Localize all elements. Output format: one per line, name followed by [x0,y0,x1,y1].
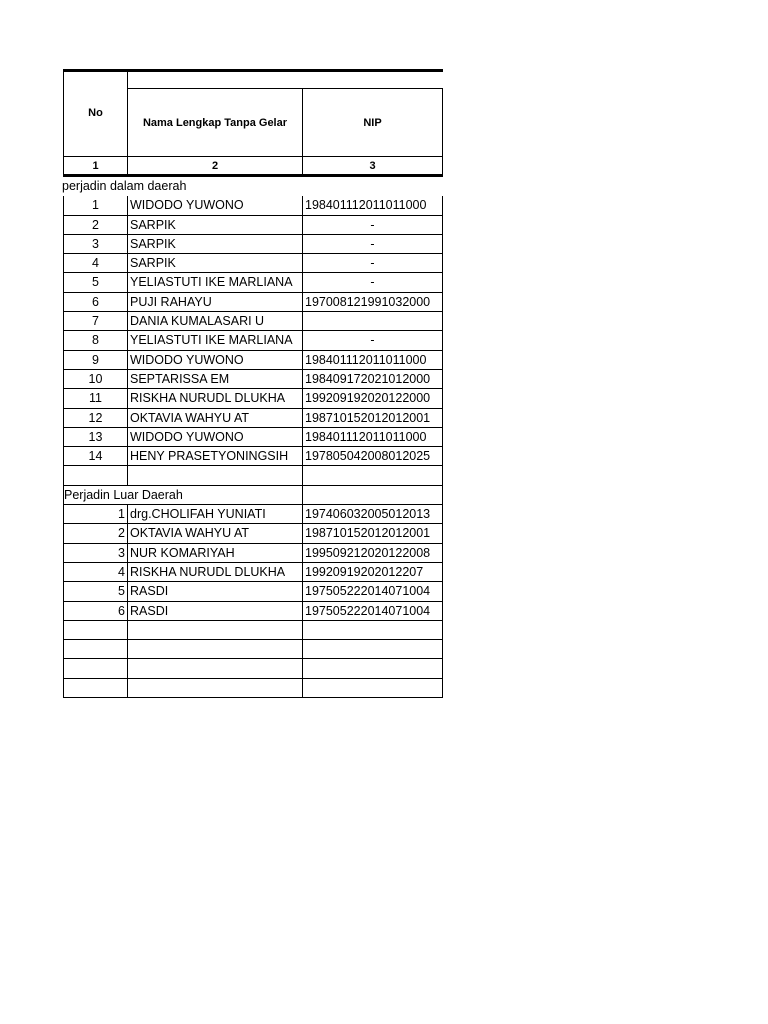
row-nip: - [302,235,443,254]
row-nama: SARPIK [127,254,302,273]
header-num-1: 1 [63,156,127,175]
row-nip: 199209192020122000 [302,389,443,408]
row-nip [302,466,443,485]
table-row-empty [63,640,443,659]
row-nip: 198409172021012000 [302,370,443,389]
row-nama: WIDODO YUWONO [127,351,302,370]
row-no: 13 [63,428,127,447]
row-no: 9 [63,351,127,370]
row-nip: 198710152012012001 [302,409,443,428]
row-nama: RASDI [127,582,302,601]
row-nip: 197505222014071004 [302,582,443,601]
table-row-empty [63,621,443,640]
header-num-3: 3 [302,156,443,175]
row-nama: PUJI RAHAYU [127,293,302,312]
row-no: 4 [63,563,127,582]
row-no: 2 [63,524,127,543]
row-nama: YELIASTUTI IKE MARLIANA [127,273,302,292]
section1-rows [63,196,443,485]
row-no: 4 [63,254,127,273]
section-luar-daerah [63,486,443,505]
table-row [63,254,443,273]
row-nip [302,312,443,331]
header-nama: Nama Lengkap Tanpa Gelar [127,89,302,156]
row-nip: - [302,216,443,235]
row-nip: - [302,273,443,292]
table-row [63,409,443,428]
row-nip: 198401112011011000 [302,196,443,215]
row-nama: SARPIK [127,235,302,254]
header-group-empty [127,69,443,89]
row-nama: RISKHA NURUDL DLUKHA [127,563,302,582]
row-no: 12 [63,409,127,428]
row-nama: SEPTARISSA EM [127,370,302,389]
row-nip: 197805042008012025 [302,447,443,466]
table-row [63,370,443,389]
table-row [63,582,443,601]
table-row [63,196,443,215]
section-title: perjadin dalam daerah [62,179,187,193]
row-nama: NUR KOMARIYAH [127,544,302,563]
table-row [63,447,443,466]
row-nama: RASDI [127,602,302,621]
row-nama: OKTAVIA WAHYU AT [127,524,302,543]
row-no: 3 [63,544,127,563]
table-row-empty [63,679,443,698]
row-no [63,621,127,640]
table-row-empty [63,466,443,485]
row-nama [127,466,302,485]
header-nip: NIP [302,89,443,156]
row-no: 11 [63,389,127,408]
row-nama: RISKHA NURUDL DLUKHA [127,389,302,408]
row-nip [302,621,443,640]
header-num-2: 2 [127,156,302,175]
row-nip: - [302,331,443,350]
table-row [63,602,443,621]
row-nip: 197406032005012013 [302,505,443,524]
row-nip: 198710152012012001 [302,524,443,543]
table-row [63,235,443,254]
table-row [63,273,443,292]
row-nip: 197505222014071004 [302,602,443,621]
row-no: 1 [63,505,127,524]
row-no [63,466,127,485]
row-nama: YELIASTUTI IKE MARLIANA [127,331,302,350]
row-nip [302,640,443,659]
row-nip: 199509212020122008 [302,544,443,563]
table-row [63,544,443,563]
table-row-empty [63,659,443,678]
table-row [63,331,443,350]
spreadsheet-table [63,69,443,698]
row-nip [302,679,443,698]
table-row [63,563,443,582]
table-row [63,524,443,543]
row-no: 1 [63,196,127,215]
row-nama [127,640,302,659]
header-no: No [63,69,127,156]
row-no [63,679,127,698]
row-nama [127,679,302,698]
row-no [63,659,127,678]
row-nama: DANIA KUMALASARI U [127,312,302,331]
row-nip: 198401112011011000 [302,351,443,370]
row-no: 5 [63,582,127,601]
section-nip-cell [302,486,443,505]
row-nama [127,621,302,640]
table-row [63,351,443,370]
section2-rows [63,505,443,698]
table-row [63,428,443,447]
row-no: 8 [63,331,127,350]
row-nip: 19920919202012207 [302,563,443,582]
row-nip: 198401112011011000 [302,428,443,447]
row-nama: WIDODO YUWONO [127,428,302,447]
row-no: 2 [63,216,127,235]
row-no: 6 [63,293,127,312]
table-row [63,293,443,312]
table-row [63,505,443,524]
row-nama: drg.CHOLIFAH YUNIATI [127,505,302,524]
row-nip: - [302,254,443,273]
row-nama: HENY PRASETYONINGSIH [127,447,302,466]
section-title: Perjadin Luar Daerah [64,487,183,502]
row-no: 5 [63,273,127,292]
row-nama: OKTAVIA WAHYU AT [127,409,302,428]
row-nama: WIDODO YUWONO [127,196,302,215]
row-nip [302,659,443,678]
row-nama [127,659,302,678]
section-dalam-daerah [63,177,443,196]
row-nip: 197008121991032000 [302,293,443,312]
table-row [63,312,443,331]
row-no [63,640,127,659]
row-no: 10 [63,370,127,389]
row-nama: SARPIK [127,216,302,235]
row-no: 6 [63,602,127,621]
table-row [63,216,443,235]
row-no: 14 [63,447,127,466]
table-header [63,69,443,177]
row-no: 7 [63,312,127,331]
row-no: 3 [63,235,127,254]
table-row [63,389,443,408]
